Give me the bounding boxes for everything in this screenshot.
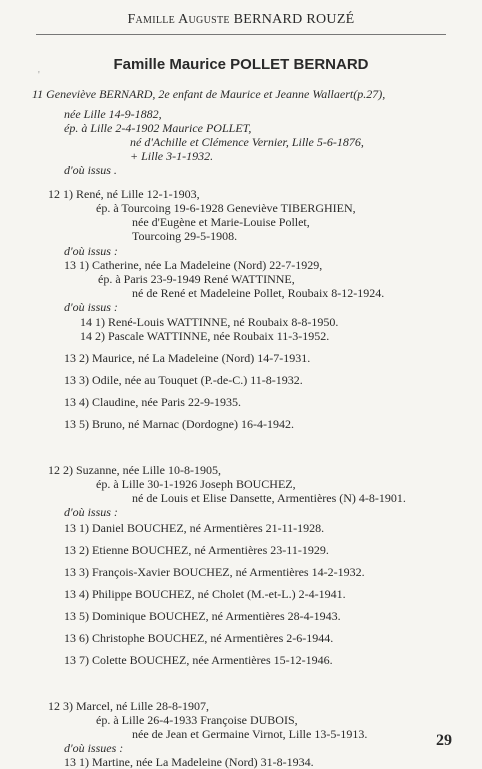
entry-line: ép. à Paris 23-9-1949 René WATTINNE, <box>98 272 295 286</box>
entry-line: né de Louis et Elise Dansette, Armentières (N) 4-8-1901. <box>132 491 406 505</box>
header-rule <box>36 34 446 35</box>
entry-line: ép. à Lille 2-4-1902 Maurice POLLET, <box>64 121 252 135</box>
entry-line: 12 2) Suzanne, née Lille 10-8-1905, <box>48 463 221 477</box>
entry-line: Tourcoing 29-5-1908. <box>132 229 238 243</box>
entry-line: ép. à Lille 26-4-1933 Françoise DUBOIS, <box>96 713 298 727</box>
entry-line: ép. à Tourcoing 19-6-1928 Geneviève TIBERGHIEN, <box>96 201 356 215</box>
entry-line: 13 2) Maurice, né La Madeleine (Nord) 14-7-1931. <box>64 351 311 365</box>
entry-line: d'où issues : <box>64 741 124 755</box>
entry-line: 13 5) Dominique BOUCHEZ, né Armentières 28-4-1943. <box>64 609 341 623</box>
entry-line: d'où issus . <box>64 163 117 177</box>
entry-line: 13 3) François-Xavier BOUCHEZ, né Armentières 14-2-1932. <box>64 565 365 579</box>
entry-line: 12 1) René, né Lille 12-1-1903, <box>48 187 200 201</box>
entry-line: 13 4) Philippe BOUCHEZ, né Cholet (M.-et-L.) 2-4-1941. <box>64 587 346 601</box>
entry-line: 13 1) Martine, née La Madeleine (Nord) 31-8-1934. <box>64 755 314 769</box>
entry-line: + Lille 3-1-1932. <box>130 149 214 163</box>
entry-line: d'où issus : <box>64 300 118 314</box>
entry-line: 13 6) Christophe BOUCHEZ, né Armentières 2-6-1944. <box>64 631 334 645</box>
running-header: Famille Auguste BERNARD ROUZÉ <box>127 12 355 27</box>
entry-line: d'où issus : <box>64 244 118 258</box>
page-number: 29 <box>436 732 452 749</box>
entry-line: ép. à Lille 30-1-1926 Joseph BOUCHEZ, <box>96 477 296 491</box>
entry-line: née d'Eugène et Marie-Louise Pollet, <box>132 215 310 229</box>
entry-line: né d'Achille et Clémence Vernier, Lille 5-6-1876, <box>130 135 364 149</box>
entry-line: 13 1) Catherine, née La Madeleine (Nord) 22-7-1929, <box>64 258 323 272</box>
entry-line: 14 1) René-Louis WATTINNE, né Roubaix 8-8-1950. <box>80 315 339 329</box>
entry-line: née de Jean et Germaine Virnot, Lille 13-5-1913. <box>132 727 368 741</box>
margin-mark: ' <box>38 70 40 81</box>
entry-line: 13 1) Daniel BOUCHEZ, né Armentières 21-11-1928. <box>64 521 325 535</box>
entry-line: 11 Geneviève BERNARD, 2e enfant de Maurice et Jeanne Wallaert(p.27), <box>32 87 386 101</box>
entry-line: 13 2) Etienne BOUCHEZ, né Armentières 23-11-1929. <box>64 543 329 557</box>
entry-line: 13 4) Claudine, née Paris 22-9-1935. <box>64 395 241 409</box>
entry-line: 13 5) Bruno, né Marnac (Dordogne) 16-4-1942. <box>64 417 294 431</box>
entry-line: né de René et Madeleine Pollet, Roubaix 8-12-1924. <box>132 286 385 300</box>
entry-line: d'où issus : <box>64 505 118 519</box>
entry-line: 13 7) Colette BOUCHEZ, née Armentières 15-12-1946. <box>64 653 333 667</box>
entry-line: 13 3) Odile, née au Touquet (P.-de-C.) 11-8-1932. <box>64 373 303 387</box>
entry-line: née Lille 14-9-1882, <box>64 107 162 121</box>
entry-line: 12 3) Marcel, né Lille 28-8-1907, <box>48 699 209 713</box>
entry-line: 14 2) Pascale WATTINNE, née Roubaix 11-3-1952. <box>80 329 330 343</box>
section-title: Famille Maurice POLLET BERNARD <box>113 56 369 73</box>
